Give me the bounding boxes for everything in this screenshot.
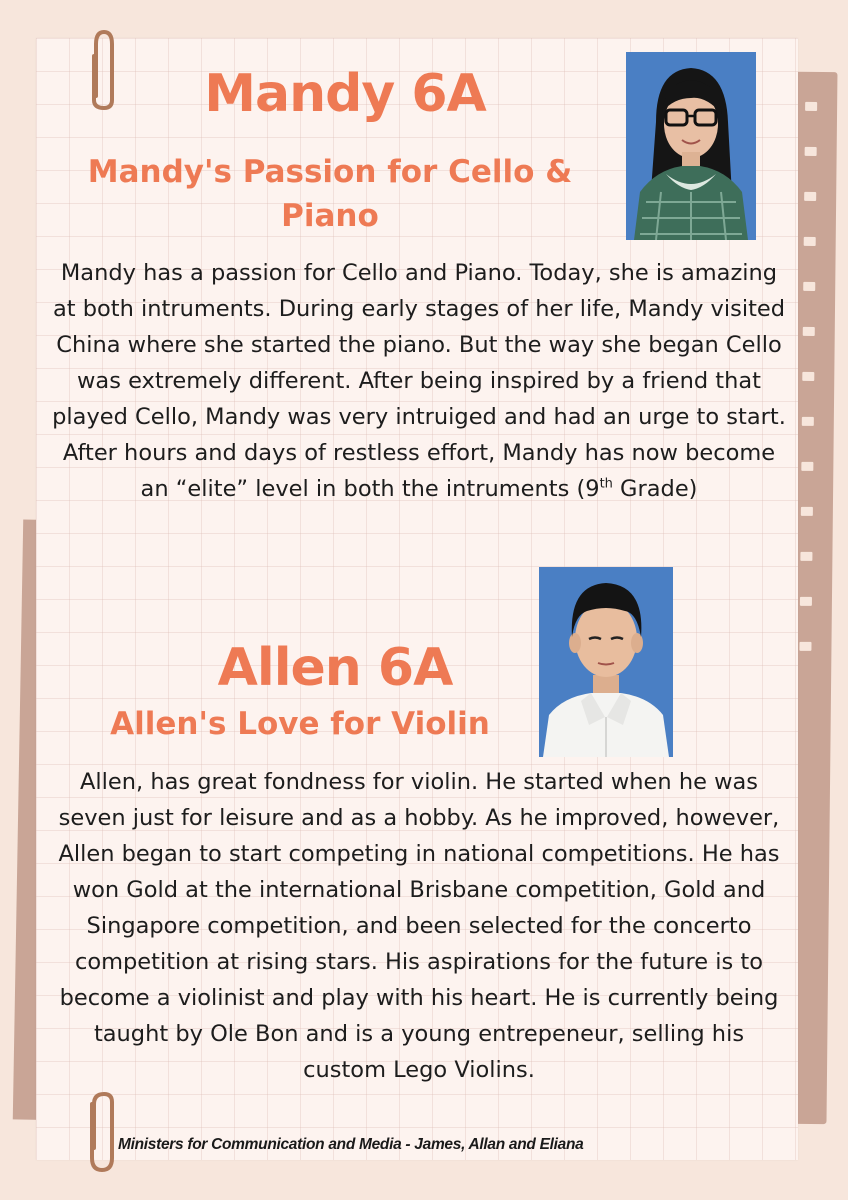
paperclip-icon: [80, 1090, 120, 1176]
mandy-story: [52, 255, 786, 507]
punch-hole: [800, 552, 812, 561]
punch-hole: [802, 372, 814, 381]
punch-hole: [800, 597, 812, 606]
paperclip-icon: [86, 26, 122, 112]
punch-hole: [803, 327, 815, 336]
mandy-story-text: Mandy has a passion for Cello and Piano. Today, she is amazing at both intruments. During early stages of her life, Mandy visited China where she started the piano. But the way she began Cello was extremely different. After being inspired by a friend that played Cello, Mandy was very intruiged and had an urge to start. After hours and days of restless effort, Mandy has now become an “elite” level in both the intruments (9: [52, 260, 786, 502]
punch-hole: [805, 102, 817, 111]
punch-hole: [802, 417, 814, 426]
footer-credits: Ministers for Communication and Media - James, Allan and Eliana: [118, 1136, 584, 1153]
grade-superscript: th: [599, 476, 613, 492]
mandy-subtitle: Mandy's Passion for Cello & Piano: [87, 154, 573, 234]
punch-hole: [801, 507, 813, 516]
allen-subtitle: Allen's Love for Violin: [110, 706, 490, 742]
mandy-heading: Mandy 6A: [204, 64, 486, 124]
punch-hole: [803, 282, 815, 291]
mandy-story-end: Grade): [612, 476, 698, 502]
allen-story: Allen, has great fondness for violin. He started when he was seven just for leisure and as a hobby. As he improved, however, Allen began to start competing in national competitions. He has won Gold at the international Brisbane competition, Gold and Singapore competition, and been selected for the concerto competition at rising stars. His aspirations for the future is to become a violinist and play with his heart. He is currently being taught by Ole Bon and is a young entrepeneur, selling his custom Lego Violins.: [58, 769, 780, 1083]
allen-photo: [539, 567, 673, 757]
allen-heading: Allen 6A: [217, 638, 453, 698]
punch-hole: [799, 642, 811, 651]
punch-hole: [805, 147, 817, 156]
punch-hole: [804, 192, 816, 201]
punch-hole: [801, 462, 813, 471]
punch-hole: [804, 237, 816, 246]
mandy-photo: [626, 52, 756, 240]
